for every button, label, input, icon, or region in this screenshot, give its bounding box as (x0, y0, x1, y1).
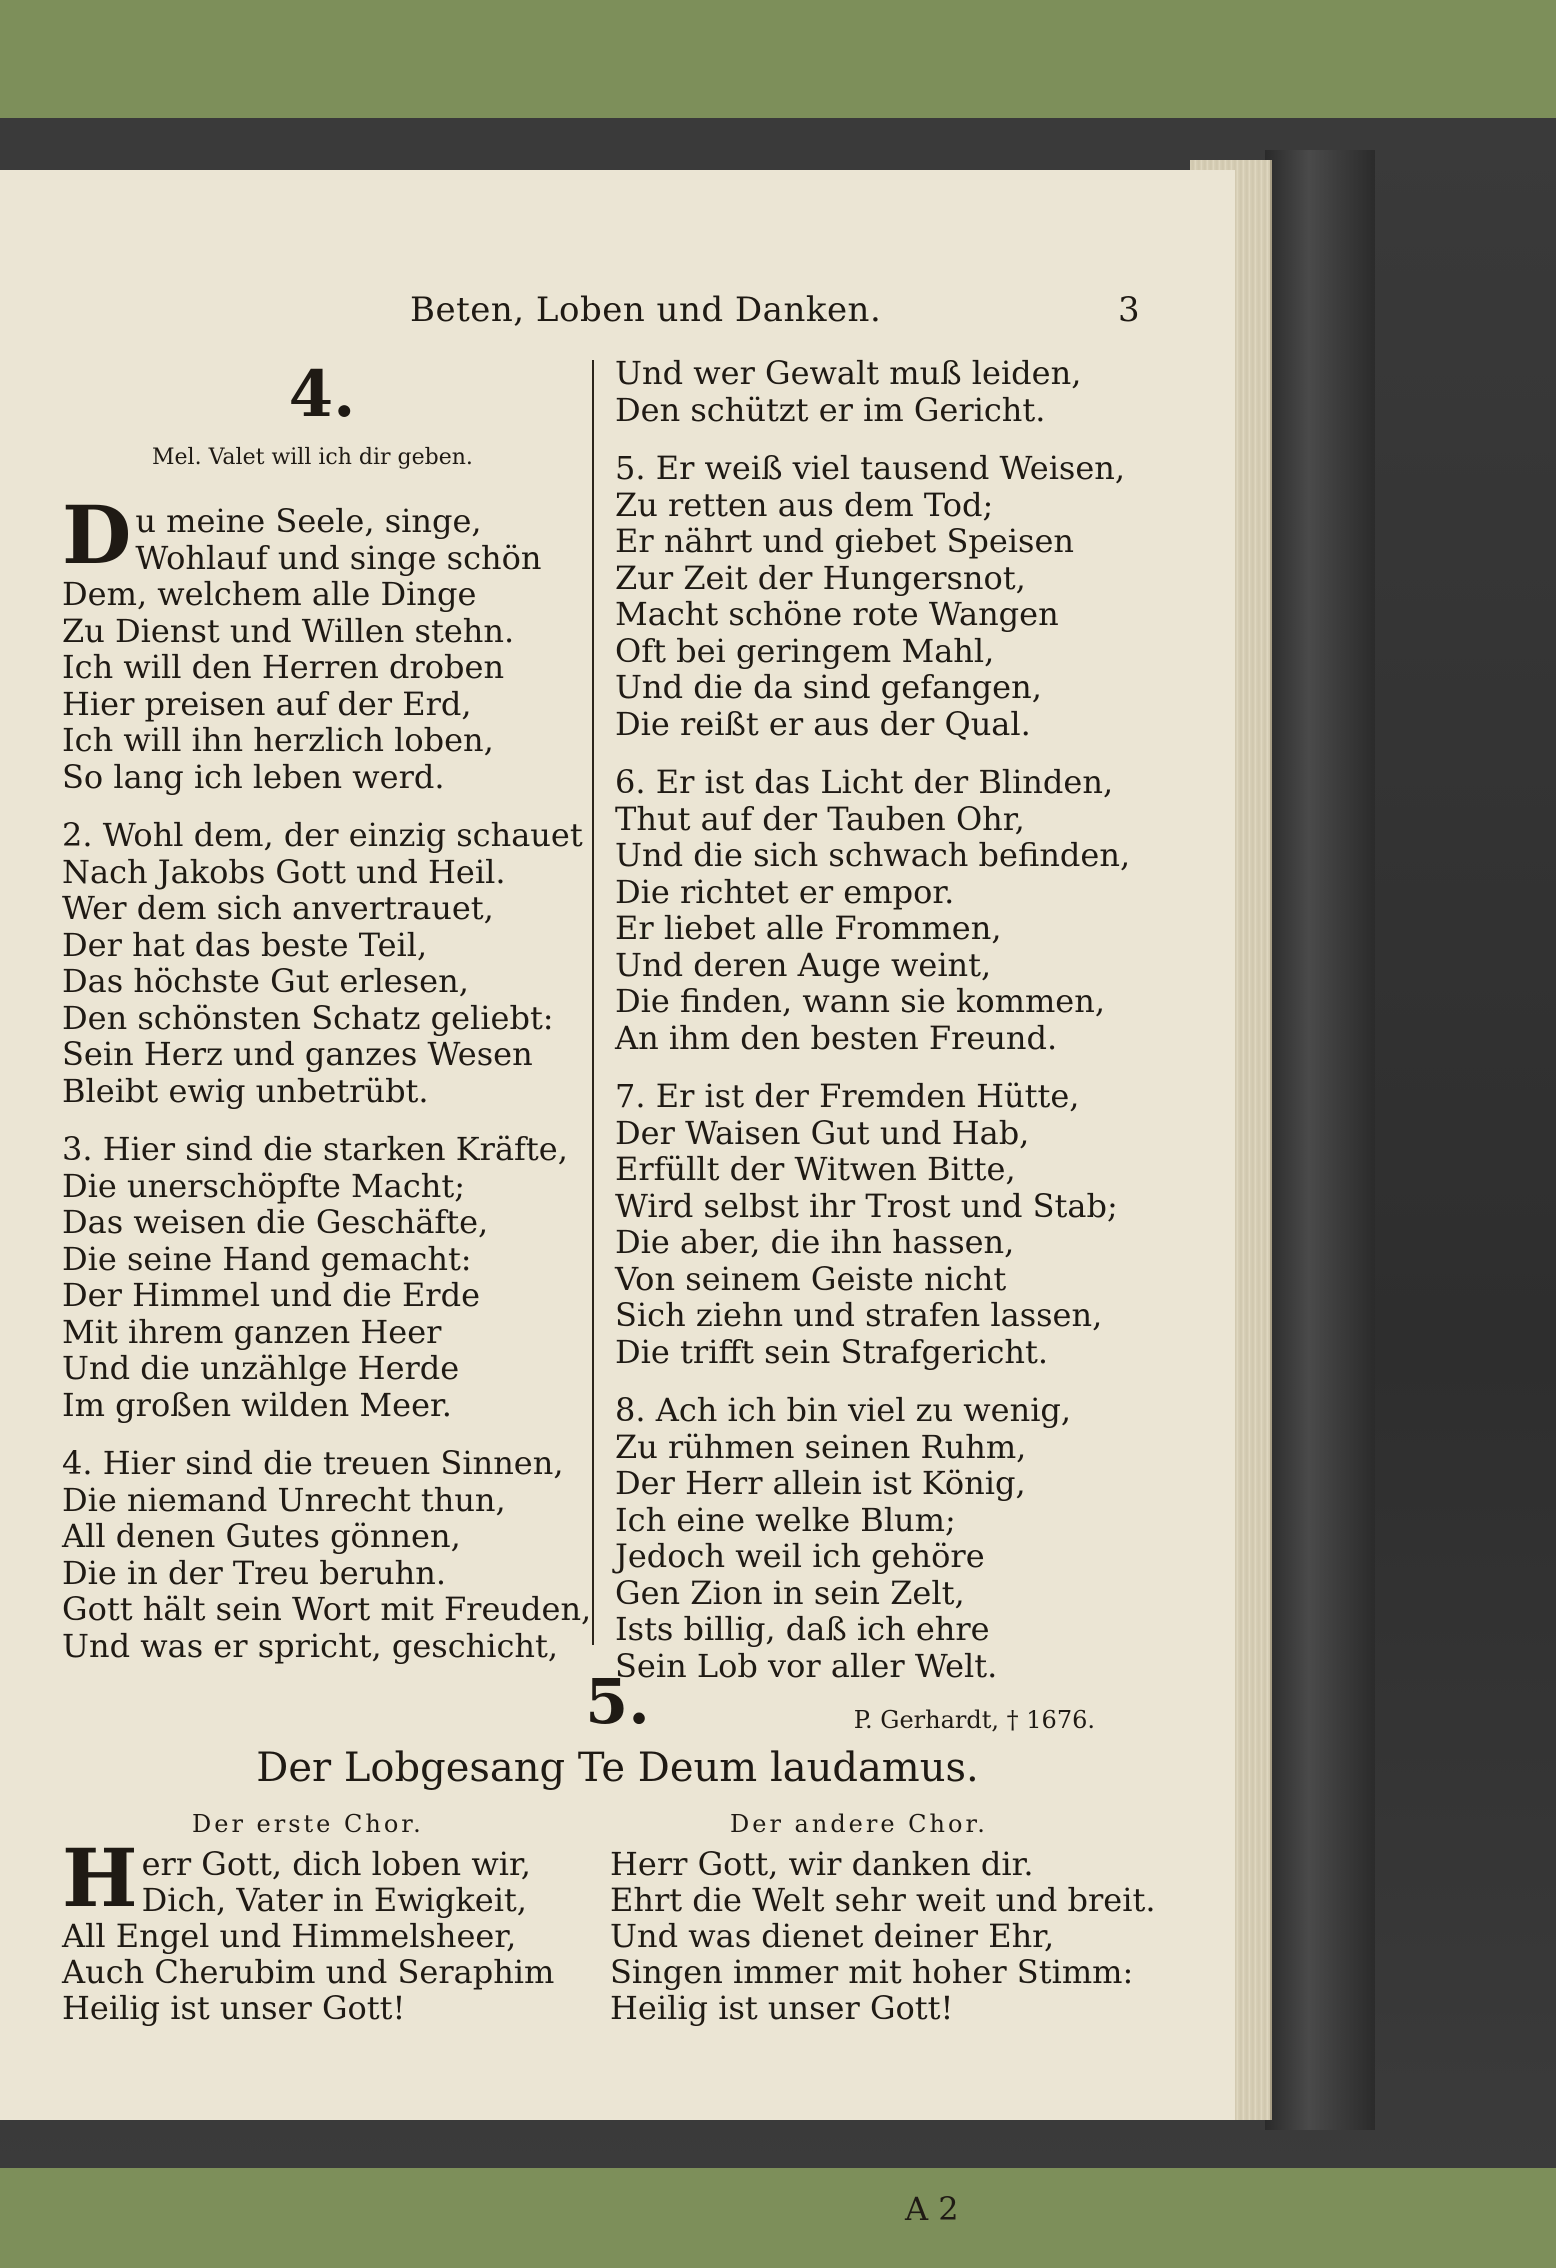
choir-line: Heilig ist unser Gott! (610, 1989, 954, 2027)
verse-line: Und die da sind gefangen, (615, 668, 1042, 706)
verse-line: Das höchste Gut erlesen, (62, 962, 469, 1000)
signature-mark: A 2 (905, 2190, 959, 2228)
hymn-number: 4. (288, 357, 356, 432)
choir-line: Heilig ist unser Gott! (62, 1989, 406, 2027)
choir-heading: Der andere Chor. (730, 1810, 988, 1838)
verse-line: All denen Gutes gönnen, (62, 1517, 461, 1555)
verse-line: Dem, welchem alle Dinge (62, 575, 477, 613)
verse-line: Bleibt ewig unbetrübt. (62, 1071, 429, 1110)
verse-line: Er liebet alle Frommen, (615, 909, 1002, 947)
verse-5 (615, 450, 1145, 742)
verse-line: Erfüllt der Witwen Bitte, (615, 1150, 1016, 1188)
verse-line: Wird selbst ihr Trost und Stab; (615, 1186, 1118, 1225)
verse-line: Gott hält sein Wort mit Freuden, (62, 1590, 592, 1628)
verse-3 (62, 1131, 582, 1423)
verse-line: Sein Lob vor aller Welt. (615, 1646, 998, 1685)
verse-line: So lang ich leben werd. (62, 757, 445, 796)
verse-4-continued (615, 355, 1145, 428)
verse-line: u meine Seele, singe, (135, 502, 482, 540)
verse-line: Zu retten aus dem Tod; (615, 485, 994, 524)
verse-line: 5. Er weiß viel tausend Weisen, (615, 449, 1126, 487)
hymn-title: Der Lobgesang Te Deum laudamus. (256, 1745, 979, 1791)
verse-4 (62, 1444, 592, 1665)
choir-line: All Engel und Himmelsheer, (62, 1917, 517, 1955)
right-column (615, 355, 1145, 1734)
column-divider (592, 360, 594, 1645)
choir-line: Singen immer mit hoher Stimm: (610, 1953, 1134, 1991)
verse-line: Die finden, wann sie kommen, (615, 982, 1106, 1020)
left-column (62, 355, 592, 1686)
author-attribution: P. Gerhardt, † 1676. (853, 1706, 1095, 1734)
choir-line: err Gott, dich loben wir, (141, 1845, 531, 1883)
running-title: Beten, Loben und Danken. (410, 290, 882, 330)
page-number: 3 (1118, 290, 1140, 330)
choir-line: Ehrt die Welt sehr weit und breit. (610, 1881, 1156, 1919)
hymn-number: 5. (585, 1665, 650, 1738)
verse-7 (615, 1078, 1145, 1370)
verse-line: Wer dem sich anvertrauet, (62, 889, 494, 927)
verse-line: Die unerschöpfte Macht; (62, 1166, 465, 1205)
verse-line: Im großen wilden Meer. (62, 1385, 452, 1424)
verse-line: Die in der Treu beruhn. (62, 1553, 446, 1592)
verse-line: Thut auf der Tauben Ohr, (615, 799, 1025, 838)
verse-line: Jedoch weil ich gehöre (615, 1537, 985, 1575)
choir-1-start (62, 1831, 602, 1925)
verse-line: Der Himmel und die Erde (62, 1276, 481, 1314)
verse-line: 8. Ach ich bin viel zu wenig, (615, 1391, 1072, 1429)
verse-line: Die aber, die ihn hassen, (615, 1223, 1015, 1261)
book-cover-edge (1265, 150, 1375, 2130)
verse-line: Von seinem Geiste nicht (615, 1259, 1007, 1298)
verse-1-start (62, 488, 582, 582)
verse-line: Der Waisen Gut und Hab, (615, 1113, 1030, 1152)
verse-line: Oft bei geringem Mahl, (615, 631, 995, 670)
verse-line: Wohlauf und singe schön (135, 538, 542, 577)
verse-line: Sich ziehn und strafen lassen, (615, 1296, 1103, 1334)
verse-line: Zu rühmen seinen Ruhm, (615, 1427, 1027, 1466)
verse-line: Die reißt er aus der Qual. (615, 704, 1031, 743)
verse-line: Er nährt und giebet Speisen (615, 522, 1074, 560)
verse-6 (615, 764, 1145, 1056)
verse-line: 3. Hier sind die starken Kräfte, (62, 1130, 568, 1168)
book-page (0, 170, 1235, 2228)
verse-line: 7. Er ist der Fremden Hütte, (615, 1077, 1080, 1115)
verse-line: Und was er spricht, geschicht, (62, 1626, 559, 1665)
verse-line: Die trifft sein Strafgericht. (615, 1332, 1049, 1371)
choir-line: Dich, Vater in Ewigkeit, (141, 1881, 527, 1919)
verse-line: Gen Zion in sein Zelt, (615, 1573, 965, 1612)
verse-line: Ich eine welke Blum; (615, 1500, 956, 1539)
verse-line: Den schönsten Schatz geliebt: (62, 998, 554, 1037)
verse-line: Das weisen die Geschäfte, (62, 1203, 489, 1241)
verse-line: An ihm den besten Freund. (615, 1018, 1058, 1057)
verse-line: Ich will den Herren droben (62, 648, 505, 686)
verse-line: 6. Er ist das Licht der Blinden, (615, 763, 1114, 801)
verse-line: Und die sich schwach befinden, (615, 836, 1131, 874)
choir-line: Herr Gott, wir danken dir. (610, 1845, 1034, 1883)
verse-line: Zur Zeit der Hungersnot, (615, 558, 1026, 597)
verse-line: Mit ihrem ganzen Heer (62, 1312, 442, 1351)
verse-1 (62, 488, 582, 796)
choir-heading: Der erste Chor. (192, 1810, 424, 1838)
verse-8 (615, 1392, 1145, 1684)
verse-line: Der Herr allein ist König, (615, 1464, 1026, 1502)
drop-initial: H (62, 1831, 138, 1925)
verse-line: Ich will ihn herzlich loben, (62, 721, 494, 759)
verse-line: Der hat das beste Teil, (62, 925, 428, 964)
verse-line: Die niemand Unrecht thun, (62, 1480, 506, 1519)
verse-line: Und die unzählge Herde (62, 1349, 460, 1387)
verse-2 (62, 817, 582, 1109)
verse-line: Macht schöne rote Wangen (615, 595, 1059, 633)
verse-line: Die seine Hand gemacht: (62, 1239, 472, 1278)
verse-line: Sein Herz und ganzes Wesen (62, 1035, 533, 1073)
verse-line: 4. Hier sind die treuen Sinnen, (62, 1444, 564, 1482)
second-choir (610, 1810, 1170, 2026)
first-choir (62, 1810, 602, 2026)
verse-line: Die richtet er empor. (615, 872, 955, 911)
verse-line: Hier preisen auf der Erd, (62, 684, 472, 723)
drop-initial: D (62, 488, 132, 582)
running-head (0, 290, 1235, 340)
choir-line: Auch Cherubim und Seraphim (62, 1953, 555, 1991)
verse-line: Und deren Auge weint, (615, 945, 992, 984)
verse-line: 2. Wohl dem, der einzig schauet (62, 816, 583, 854)
choir-line: Und was dienet deiner Ehr, (610, 1917, 1055, 1955)
verse-line: Nach Jakobs Gott und Heil. (62, 852, 506, 891)
verse-line: Zu Dienst und Willen stehn. (62, 611, 515, 650)
verse-line: Den schützt er im Gericht. (615, 390, 1046, 429)
verse-line: Und wer Gewalt muß leiden, (615, 354, 1082, 392)
verse-line: Ists billig, daß ich ehre (615, 1610, 990, 1648)
melody-note: Mel. Valet will ich dir geben. (152, 445, 473, 470)
